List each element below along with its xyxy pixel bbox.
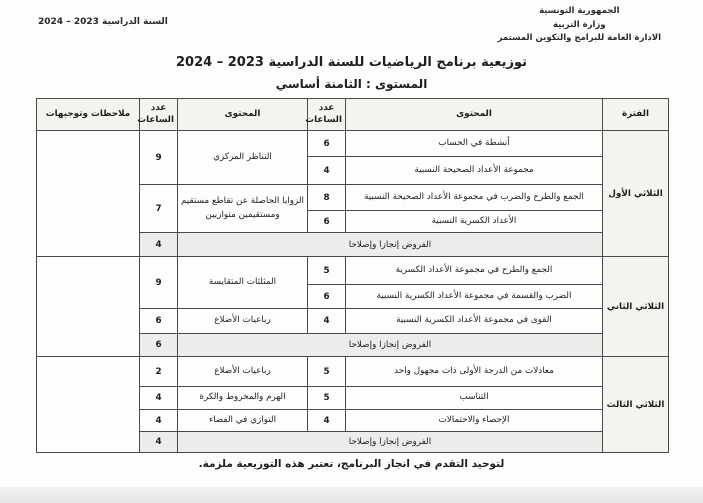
- hours-cell: 6: [308, 285, 346, 309]
- notes-cell-t2: [37, 257, 140, 357]
- content-cell: التوازي في الفضاء: [178, 410, 308, 432]
- content-cell: الأعداد الكسرية النسبية: [346, 211, 603, 233]
- content-cell: المثلثات المتقايسة: [178, 257, 308, 309]
- period-cell-t3: الثلاثي الثالث: [603, 357, 669, 453]
- header-content-right: المحتوى: [346, 99, 603, 131]
- hours-cell: 4: [308, 157, 346, 185]
- hours-cell: 4: [140, 387, 178, 410]
- content-cell: مجموعة الأعداد الصحيحة النسبية: [346, 157, 603, 185]
- content-cell: الإحصاء والاحتمالات: [346, 410, 603, 432]
- notes-cell-t1: [37, 131, 140, 257]
- content-cell: معادلات من الدرجة الأولى ذات مجهول واحد: [346, 357, 603, 387]
- org-line-administration: الادارة العامة للبرامج والتكوين المستمر: [497, 33, 661, 44]
- exam-hours-cell: 6: [140, 334, 178, 357]
- content-cell: رباعيات الأضلاع: [178, 357, 308, 387]
- content-cell: التناسب: [346, 387, 603, 410]
- exam-label-cell: الفروض إنجازا وإصلاحا: [178, 233, 603, 257]
- hours-cell: 8: [308, 185, 346, 211]
- notes-cell-t3: [37, 357, 140, 453]
- hours-cell: 9: [140, 257, 178, 309]
- table-row: [37, 257, 669, 285]
- binding-note: لتوحيد التقدم في انجاز البرنامج، تعتبر هذه التوزيعية ملزمة.: [198, 458, 505, 470]
- content-cell: أنشطة في الحساب: [346, 131, 603, 157]
- document-subtitle: المستوى : الثامنة أساسي: [275, 77, 428, 91]
- period-cell-t2: الثلاثي الثاني: [603, 257, 669, 357]
- content-cell: الجمع والطرح في مجموعة الأعداد الكسرية: [346, 257, 603, 285]
- document-title: توزيعية برنامج الرياضيات للسنة الدراسية 2023 – 2024: [175, 55, 527, 70]
- hours-cell: 2: [140, 357, 178, 387]
- hours-cell: 5: [308, 387, 346, 410]
- exam-hours-cell: 4: [140, 432, 178, 453]
- exam-label-cell: الفروض إنجازا وإصلاحا: [178, 334, 603, 357]
- hours-cell: 9: [140, 131, 178, 185]
- scan-edge-band: [0, 487, 703, 503]
- org-line-ministry: وزارة التربية: [552, 19, 606, 30]
- program-distribution-table: [36, 98, 669, 453]
- hours-cell: 4: [308, 309, 346, 334]
- exam-label-cell: الفروض إنجازا وإصلاحا: [178, 432, 603, 453]
- table-row: [37, 357, 669, 387]
- content-cell: الضرب والقسمة في مجموعة الأعداد الكسرية النسبية: [346, 285, 603, 309]
- hours-cell: 4: [308, 410, 346, 432]
- header-content-left: المحتوى: [178, 99, 308, 131]
- content-cell: رباعيات الأضلاع: [178, 309, 308, 334]
- header-notes: ملاحظات وتوجيهات: [37, 99, 140, 131]
- content-cell: القوى في مجموعة الأعداد الكسرية النسبية: [346, 309, 603, 334]
- content-cell: الجمع والطرح والضرب في مجموعة الأعداد الصحيحة النسبية: [346, 185, 603, 211]
- hours-cell: 6: [140, 309, 178, 334]
- content-cell: الهرم والمخروط والكرة: [178, 387, 308, 410]
- school-year-label: السنة الدراسية 2023 – 2024: [38, 17, 168, 27]
- table-header-row: [37, 99, 669, 131]
- table-row: [37, 131, 669, 157]
- content-cell: التناظر المركزي: [178, 131, 308, 185]
- hours-cell: 6: [308, 211, 346, 233]
- hours-cell: 5: [308, 257, 346, 285]
- header-hours-right: عدد الساعات: [308, 99, 346, 131]
- hours-cell: 7: [140, 185, 178, 233]
- exam-hours-cell: 4: [140, 233, 178, 257]
- hours-cell: 4: [140, 410, 178, 432]
- content-cell: الزوايا الحاصلة عن تقاطع مستقيم ومستقيمين متوازيين: [178, 185, 308, 233]
- period-cell-t1: الثلاثي الأول: [603, 131, 669, 257]
- header-period: الفترة: [603, 99, 669, 131]
- header-hours-left: عدد الساعات: [140, 99, 178, 131]
- org-header-block: [498, 5, 661, 46]
- hours-cell: 6: [308, 131, 346, 157]
- org-line-republic: الجمهورية التونسية: [539, 6, 620, 16]
- hours-cell: 5: [308, 357, 346, 387]
